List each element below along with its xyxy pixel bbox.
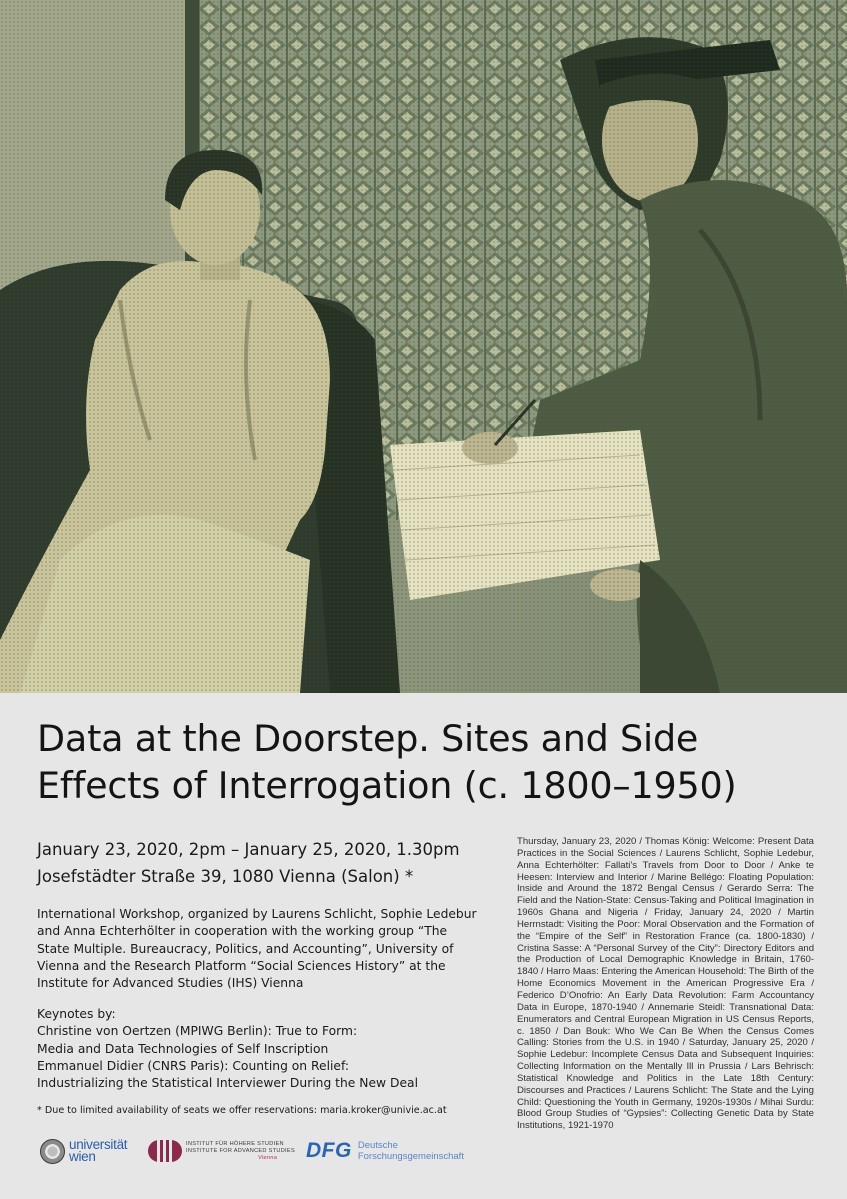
dfg-mark: DFG (306, 1139, 352, 1162)
page-title: Data at the Doorstep. Sites and Side Effects of Interrogation (c. 1800–1950) (37, 717, 737, 807)
ihs-logo (148, 1134, 295, 1168)
univie-wordmark: universität wien (69, 1137, 128, 1164)
event-venue: Josefstädter Straße 39, 1080 Vienna (Salon) * (37, 867, 414, 886)
univie-logo (40, 1134, 127, 1168)
keynotes-heading: Keynotes by: (37, 1007, 116, 1021)
workshop-description: International Workshop, organized by Laurens Schlicht, Sophie Ledebur and Anna Echterhölter in cooperation with the working group “The State Multiple. Bureaucracy, Politics, and Accounting”, University of Vienna and the Research Platform “Social Sciences History” at the Institute for Advanced Studies (IHS) Vienna (37, 907, 477, 991)
ihs-mark-icon (148, 1140, 182, 1162)
keynote-line: Media and Data Technologies of Self Inscription (37, 1041, 329, 1056)
keynote-line: Christine von Oertzen (MPIWG Berlin): True to Form: (37, 1024, 358, 1039)
reservation-note: * Due to limited availability of seats we offer reservations: maria.kroker@univie.ac.at (37, 1105, 447, 1116)
dfg-logo (306, 1134, 464, 1168)
event-dates: January 23, 2020, 2pm – January 25, 2020, 1.30pm (37, 840, 460, 859)
ihs-wordmark: INSTITUT FÜR HÖHERE STUDIEN INSTITUTE FOR ADVANCED STUDIES Vienna (186, 1140, 295, 1161)
keynote-line: Industrializing the Statistical Interviewer During the New Deal (37, 1076, 418, 1091)
event-details (37, 836, 497, 890)
keynotes-section (37, 1006, 497, 1092)
keynote-line: Emmanuel Didier (CNRS Paris): Counting on Relief: (37, 1058, 350, 1073)
program-schedule: Thursday, January 23, 2020 / Thomas König: Welcome: Present Data Practices in the Social Sciences / Laurens Schlicht, Sophie Ledebur, Anna Echterhölter: Fallati’s Travels from Door to Door / Anke te Heesen: Interview and Interior / Marine Bellégo: Floating Population: Inside and Around the 1872 Bengal Census / Gerardo Serra: The Field and the Nation-State: Census-Taking and Political Imagination in 1960s Ghana and Nigeria / Friday, January 24, 2020 / Martin Herrnstadt: Visiting the Poor: Moral Observation and the Formation of the “Empire of the Self” in Restoration France (ca. 1800-1830) / Cristina Sasse: A “Personal Survey of the City”: Directory Editors and the Production of Local Demographic Knowledge in Britain, 1760-1840 / Harro Maas: Entering the American Household: The Birth of the Home Economics Movement in the American Progressive Era / Federico D’Onofrio: An Early Data Revolution: Farm Accountancy Data in Europe, 1870-1940 / Annemarie Steidl: Transnational Data: Enumerators and Central European Migration in US Census Reports, c. 1850 / Dan Bouk: Who We Can Be When the Census Comes Calling: Stories from the U.S. in 1940 / Saturday, January 25, 2020 / Sophie Ledebur: Incomplete Census Data and Subsequent Inquiries: Collecting Information on the Mentally Ill in Prussia / Lars Behrisch: Statistical Knowledge and Politics in the Late 18th Century: Discourses and Practices / Laurens Schlicht: The State and the Lying Child: Questioning the Youth in Germany, 1920s-1930s / Mihai Surdu: Blood Group Studies of “Gypsies”: Collecting Genetic Data by State Institutions, 1921-1970 (517, 836, 815, 1132)
dfg-wordmark: Deutsche Forschungsgemeinschaft (357, 1140, 464, 1162)
university-seal-icon (40, 1139, 65, 1164)
